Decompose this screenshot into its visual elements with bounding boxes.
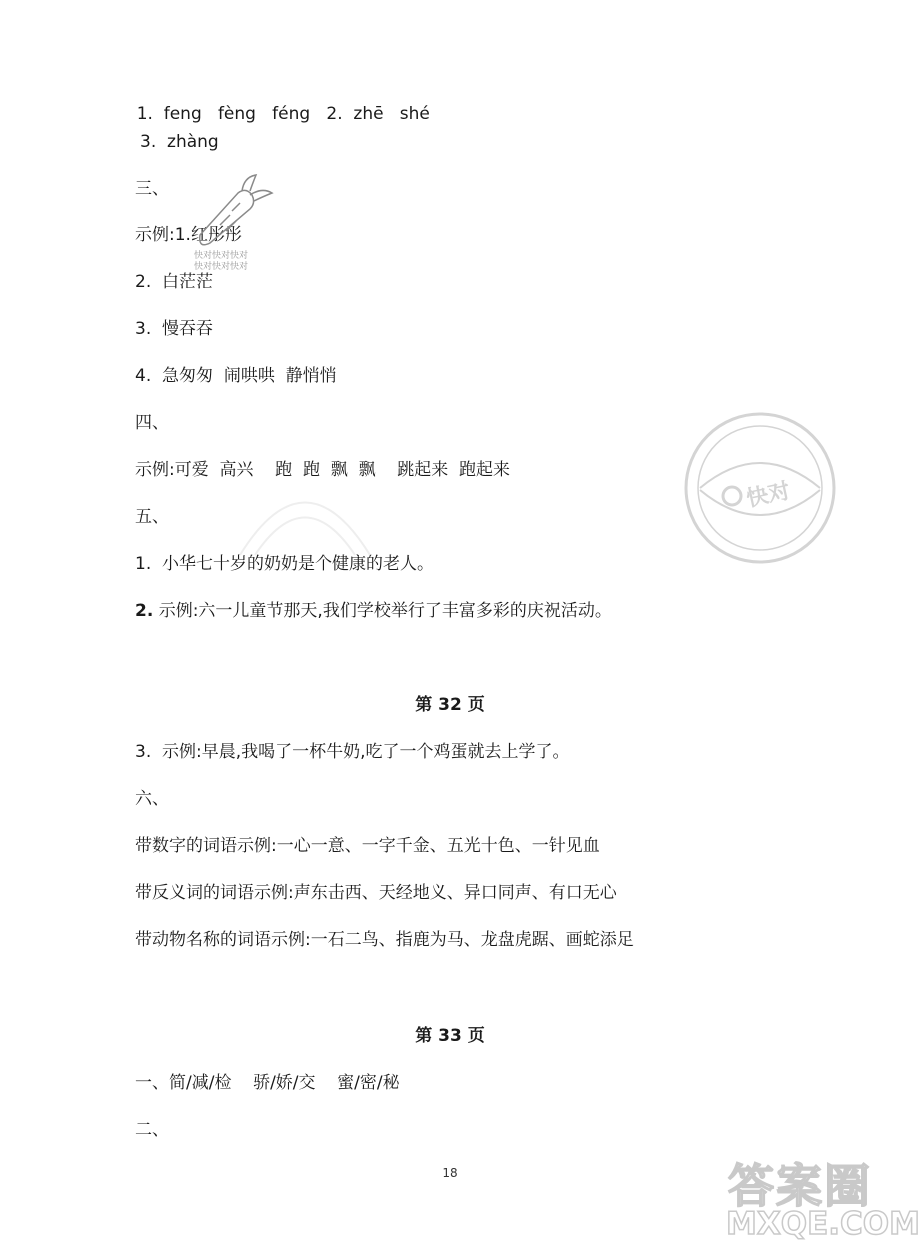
stamp-watermark bbox=[235, 470, 375, 560]
answer-line: 一、简/减/检 骄/娇/交 蜜/密/秘 bbox=[135, 1073, 400, 1093]
section-label: 三、 bbox=[135, 179, 169, 199]
answer-line: 示例:可爱 高兴 跑 跑 飘 飘 跳起来 跑起来 bbox=[135, 460, 510, 480]
section-label: 六、 bbox=[135, 789, 169, 809]
stamp-watermark bbox=[680, 408, 840, 568]
watermark-text: 快对快对快对 bbox=[194, 251, 249, 261]
watermark-text: MXQE.COM bbox=[726, 1206, 920, 1242]
answer-line: 1. feng fèng féng 2. zhē shé bbox=[135, 104, 430, 124]
answer-line: 3. zhàng bbox=[140, 132, 219, 152]
answer-line: 2. 白茫茫 bbox=[135, 272, 214, 292]
item-number: 2. bbox=[135, 601, 154, 621]
answer-line: 带反义词的词语示例:声东击西、天经地义、异口同声、有口无心 bbox=[135, 883, 617, 903]
answer-line: 带动物名称的词语示例:一石二鸟、指鹿为马、龙盘虎踞、画蛇添足 bbox=[135, 930, 634, 950]
section-label: 五、 bbox=[135, 507, 169, 527]
page-number: 18 bbox=[442, 1166, 458, 1180]
answer-line: 1. 小华七十岁的奶奶是个健康的老人。 bbox=[135, 554, 435, 574]
section-label: 四、 bbox=[135, 413, 169, 433]
watermark-text: 快对快对快对 bbox=[194, 262, 249, 272]
item-text: 示例:六一儿童节那天,我们学校举行了丰富多彩的庆祝活动。 bbox=[153, 601, 612, 621]
carrot-watermark bbox=[180, 165, 280, 272]
answer-line bbox=[135, 600, 612, 622]
stamp-text: 快对 bbox=[744, 478, 793, 513]
page-heading: 第 33 页 bbox=[415, 1026, 485, 1046]
stamp-icon bbox=[680, 408, 840, 568]
page-heading: 第 32 页 bbox=[415, 695, 485, 715]
stamp-icon bbox=[235, 470, 375, 560]
answer-line: 4. 急匆匆 闹哄哄 静悄悄 bbox=[135, 366, 337, 386]
answer-line: 3. 示例:早晨,我喝了一杯牛奶,吃了一个鸡蛋就去上学了。 bbox=[135, 742, 570, 762]
answer-line: 示例:1.红彤彤 bbox=[135, 225, 242, 245]
watermark-text: 答案圈 bbox=[728, 1159, 872, 1213]
corner-watermark bbox=[722, 1150, 920, 1248]
carrot-icon bbox=[180, 165, 280, 265]
answer-line: 带数字的词语示例:一心一意、一字千金、五光十色、一针见血 bbox=[135, 836, 600, 856]
section-label: 二、 bbox=[135, 1120, 169, 1140]
answer-line: 3. 慢吞吞 bbox=[135, 319, 214, 339]
